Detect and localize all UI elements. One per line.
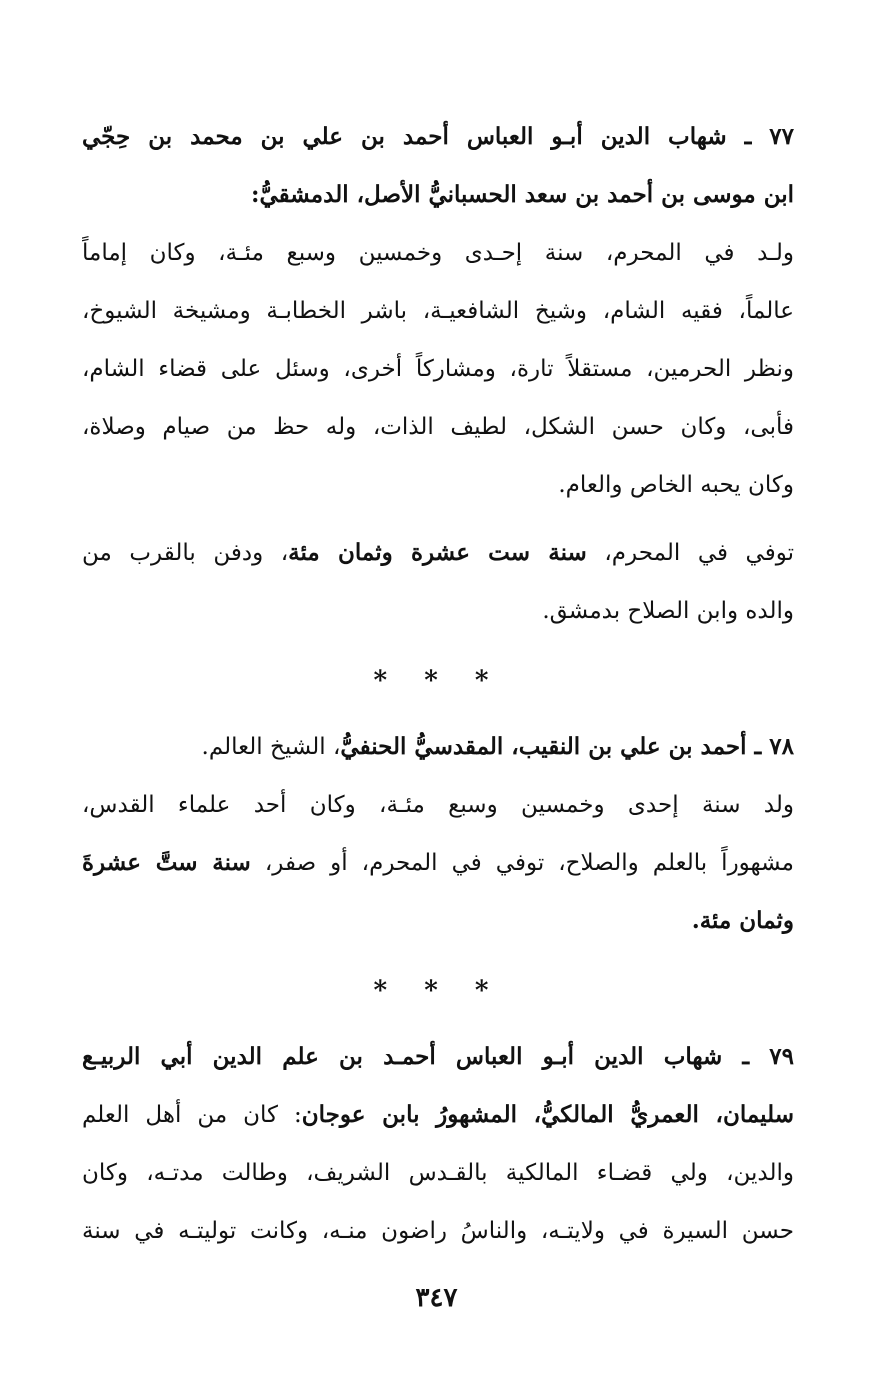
- entry-77-body-line-2: عالماً، فقيه الشام، وشيخ الشافعيـة، باشر الخطابـة ومشيخة الشيوخ،: [82, 298, 794, 324]
- entry-79-heading-rest: : كان من أهل العلم: [82, 1102, 302, 1128]
- entry-77-heading-line-2: ابن موسى بن أحمد بن سعد الحسبانيُّ الأصل، الدمشقيُّ:: [250, 181, 794, 208]
- entry-78-body-text: مشهوراً بالعلم والصلاح، توفي في المحرم، أو صفر،: [250, 850, 794, 876]
- entry-79-heading-line-1: ٧٩ ـ شهاب الدين أبـو العباس أحمـد بن علم الدين أبي الربيـع: [82, 1043, 794, 1070]
- section-separator-2: * * *: [373, 976, 503, 1006]
- entry-78-death-year: سنة ستَّ عشرةَ: [82, 849, 251, 876]
- entry-77-body-line-1: ولـد في المحرم، سنة إحـدى وخمسين وسبع مئـة، وكان إماماً: [82, 240, 794, 266]
- entry-77-body-line-5: وكان يحبه الخاص والعام.: [558, 472, 794, 498]
- section-separator-1: * * *: [373, 666, 503, 696]
- entry-77-death-line-2: والده وابن الصلاح بدمشق.: [542, 598, 794, 624]
- entry-79-heading-line-2: [82, 1086, 794, 1144]
- entry-77-body-line-3: ونظر الحرمين، مستقلاً تارة، ومشاركاً أخرى، وسئل على قضاء الشام،: [82, 356, 794, 382]
- entry-77-death-line-1: [82, 524, 794, 582]
- page-text: [82, 108, 794, 1260]
- entry-78-heading: [82, 718, 794, 776]
- entry-77-heading-line-1: ٧٧ ـ شهاب الدين أبـو العباس أحمد بن علي بن محمد بن حِجّي: [82, 123, 794, 150]
- entry-79-heading-name: سليمان، العمريُّ المالكيُّ، المشهورُ بابن عوجان: [301, 1101, 794, 1128]
- entry-77-death-text-c: ، ودفن بالقرب من: [82, 540, 289, 566]
- entry-77-death-text-a: توفي في المحرم،: [586, 540, 794, 566]
- entry-77-death-year: سنة ست عشرة وثمان مئة: [288, 539, 587, 566]
- entry-78-heading-name: ٧٨ ـ أحمد بن علي بن النقيب، المقدسيُّ الحنفيُّ: [340, 733, 794, 760]
- entry-79-body-line-1: والدين، ولي قضـاء المالكية بالقـدس الشريف، وطالت مدتـه، وكان: [82, 1160, 794, 1186]
- entry-78-body-line-1: ولد سنة إحدى وخمسين وسبع مئـة، وكان أحد علماء القدس،: [82, 792, 794, 818]
- entry-77-body-line-4: فأبى، وكان حسن الشكل، لطيف الذات، وله حظ من صيام وصلاة،: [82, 414, 794, 440]
- entry-79-body-line-2: حسن السيرة في ولايتـه، والناسُ راضون منـه، وكانت توليتـه في سنة: [82, 1218, 794, 1244]
- entry-78-heading-title: ، الشيخ العالم.: [201, 734, 341, 760]
- entry-78-body-line-3: وثمان مئة.: [691, 907, 794, 934]
- entry-78-body-line-2: [82, 834, 794, 892]
- page-number: ٣٤٧: [415, 1283, 458, 1313]
